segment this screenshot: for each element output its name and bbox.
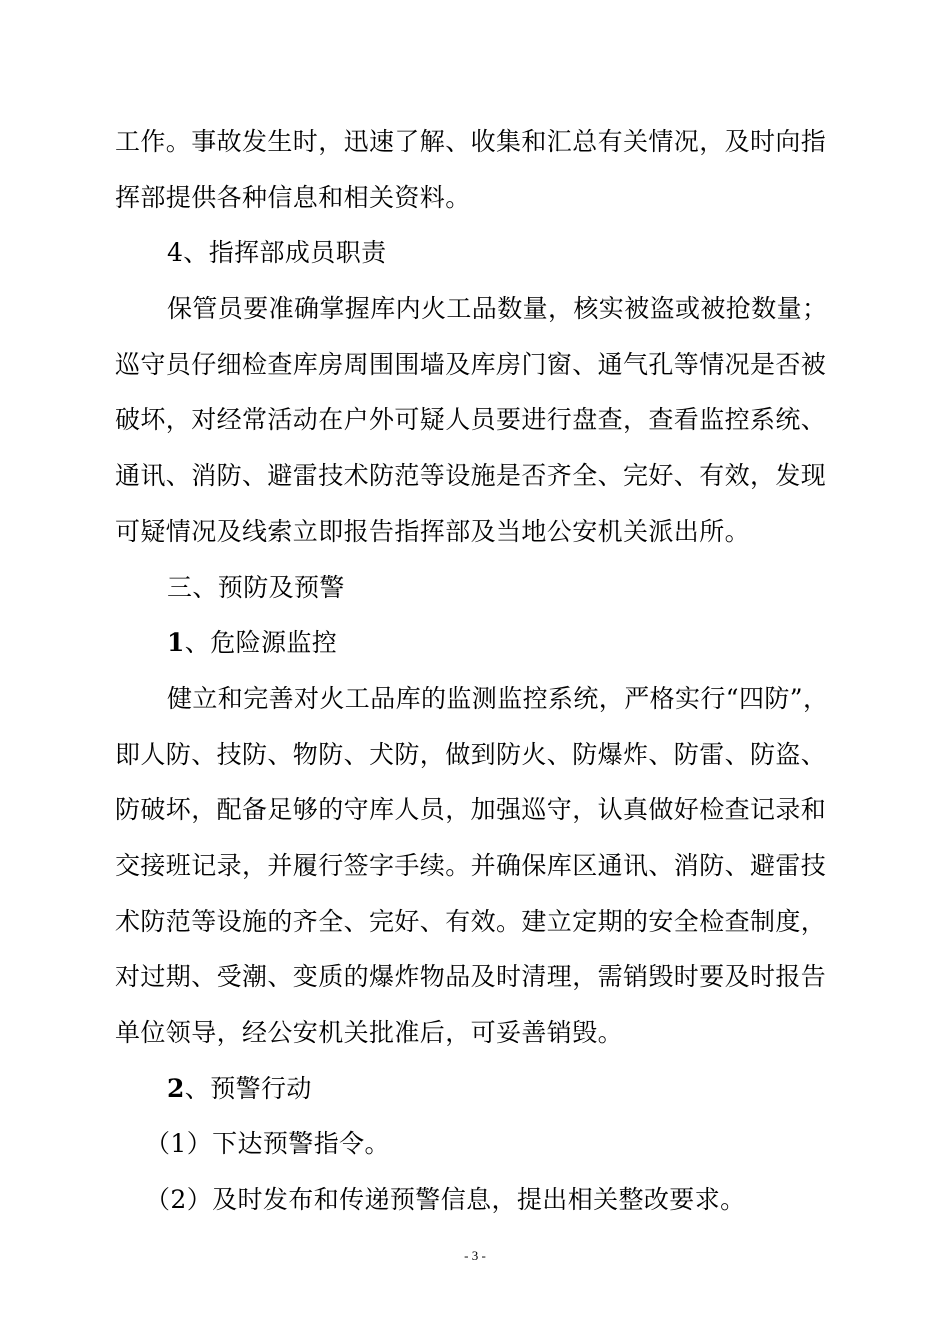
text-line: 防破坏，配备足够的守库人员，加强巡守，认真做好检查记录和 xyxy=(115,795,827,825)
subsection-heading xyxy=(115,1061,843,1117)
text-line: 巡守员仔细检查库房周围围墙及库房门窗、通气孔等情况是否被 xyxy=(115,349,827,379)
text-line: 交接班记录，并履行签字手续。并确保库区通讯、消防、避雷技 xyxy=(115,850,827,880)
page-number: - 3 - xyxy=(464,1248,486,1263)
text-line: 保管员要准确掌握库内火工品数量，核实被盗或被抢数量； xyxy=(167,294,828,324)
text-line: 工作。事故发生时，迅速了解、收集和汇总有关情况，及时向指 xyxy=(115,127,827,156)
text-line: 通讯、消防、避雷技术防范等设施是否齐全、完好、有效，发现 xyxy=(115,461,827,491)
subsection-heading xyxy=(115,615,843,671)
text-line: 破坏，对经常活动在户外可疑人员要进行盘查，查看监控系统、 xyxy=(115,405,827,435)
chapter-heading: 三、预防及预警 xyxy=(167,572,345,602)
heading-number: 1 xyxy=(167,628,185,658)
text-line: 术防范等设施的齐全、完好、有效。建立定期的安全检查制度， xyxy=(115,906,827,936)
heading-number: 2 xyxy=(167,1073,185,1103)
document-body xyxy=(115,114,843,1228)
section-heading: 4、指挥部成员职责 xyxy=(167,238,387,268)
text-line: 健立和完善对火工品库的监测监控系统，严格实行“四防”， xyxy=(167,683,829,713)
text-line: 挥部提供各种信息和相关资料。 xyxy=(115,182,471,212)
list-item: （2）及时发布和传递预警信息，提出相关整改要求。 xyxy=(145,1185,746,1215)
list-item: （1）下达预警指令。 xyxy=(145,1129,390,1159)
text-line: 即人防、技防、物防、犬防，做到防火、防爆炸、防雷、防盗、 xyxy=(115,739,827,769)
heading-text: 、危险源监控 xyxy=(184,628,338,658)
text-line: 对过期、受潮、变质的爆炸物品及时清理，需销毁时要及时报告 xyxy=(115,962,827,992)
text-line: 可疑情况及线索立即报告指挥部及当地公安机关派出所。 xyxy=(115,516,751,546)
heading-text: 、预警行动 xyxy=(184,1073,312,1103)
text-line: 单位领导，经公安机关批准后，可妥善销毁。 xyxy=(115,1018,624,1047)
